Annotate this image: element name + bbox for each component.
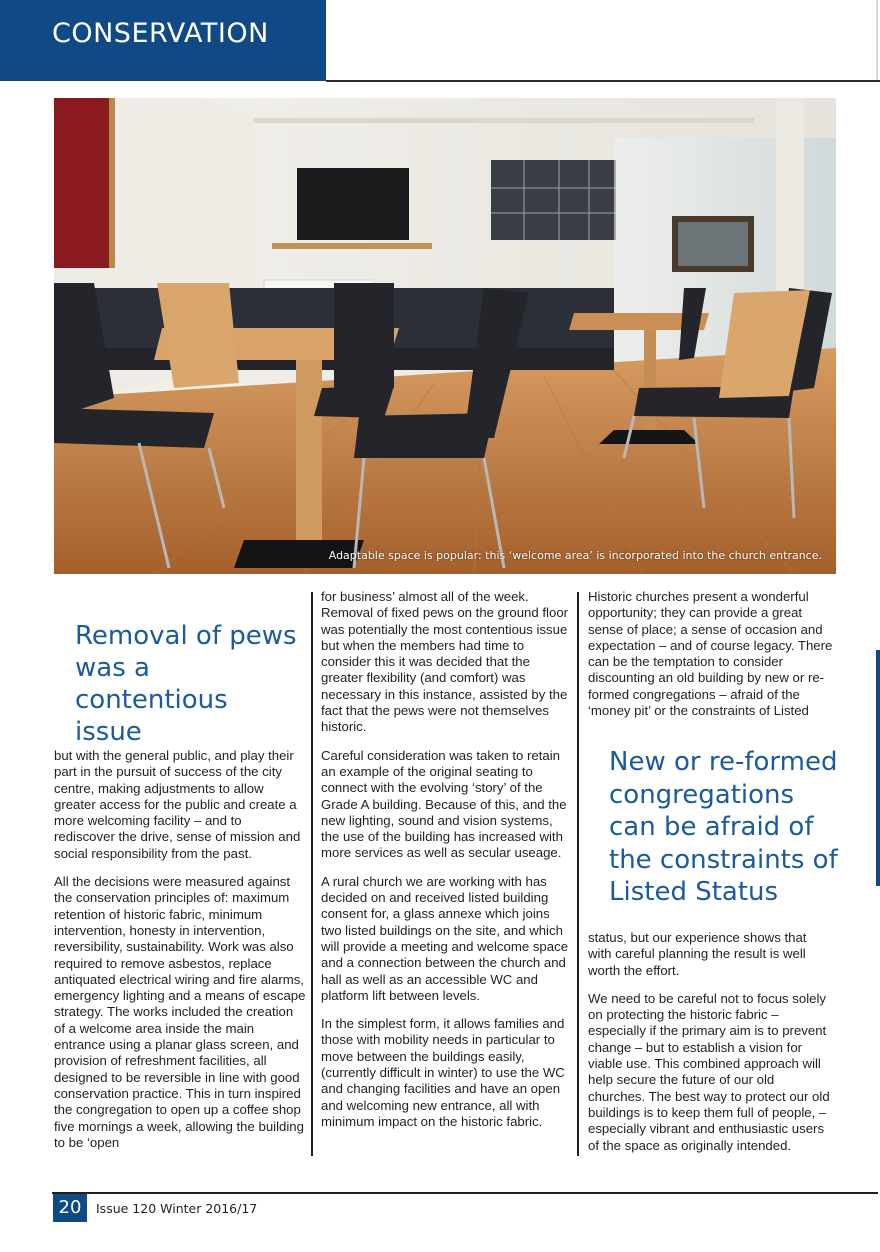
- article-column-middle: [321, 589, 573, 1142]
- footer-rule: [52, 1192, 878, 1194]
- pull-quote-pews: Removal of pews was a contentious issue: [75, 621, 297, 747]
- photo-caption: Adaptable space is popular: this ‘welcome area’ is incorporated into the church entrance.: [328, 549, 822, 562]
- page-number: 20: [53, 1194, 87, 1222]
- welcome-area-illustration: [54, 98, 836, 574]
- column-rule-1: [311, 592, 313, 1156]
- paragraph: Careful consideration was taken to retain an example of the original seating to connect with the evolving ‘story’ of the Grade A building. Because of this, and the new lighting, sound and vision systems, the use of the building has increased with more services as well as secular useage.: [321, 747, 567, 861]
- header-side-rule: [876, 0, 878, 80]
- article-column-right-bottom: [588, 930, 833, 1166]
- article-column-right-top: [588, 589, 833, 731]
- paragraph: We need to be careful not to focus solely on protecting the historic fabric – especially if the primary aim is to prevent change – but to establish a vision for viable use. This combined approach will help secure the future of our old churches. The best way to protect our old buildings is to keep them full of people, – especially vibrant and enthusiastic users of the space as originally intended.: [588, 990, 830, 1153]
- paragraph: status, but our experience shows that with careful planning the result is well worth the effort.: [588, 930, 807, 978]
- paragraph: In the simplest form, it allows families and those with mobility needs in particular to move between the buildings easily, (currently difficult in winter) to use the WC and changing facilities and have an open and welcoming new entrance, all with minimum impact on the historic fabric.: [321, 1016, 565, 1129]
- page-edge-tab: [876, 650, 880, 886]
- paragraph: but with the general public, and play their part in the pursuit of success of the city centre, making adjustments to allow greater access for the public and create a more welcoming facility – and to rediscover the drive, sense of mission and social responsibility from the past.: [54, 748, 301, 861]
- paragraph: All the decisions were measured against the conservation principles of: maximum retention of historic fabric, minimum intervention, honesty in intervention, reversibility, sustainability. Work was also required to remove asbestos, replace antiquated electrical wiring and fire alarms, emergency lighting and a means of escape strategy. The works included the creation of a welcome area inside the main entrance using a planar glass screen, and provision of refreshment facilities, all designed to be reversible in line with good conservation practice. This in turn inspired the congregation to open up a coffee shop five mornings a week, allowing the building to be ‘open: [54, 874, 306, 1150]
- section-title: CONSERVATION: [52, 18, 269, 49]
- header-rule: [326, 80, 880, 82]
- column-rule-2: [577, 592, 579, 1156]
- paragraph: Historic churches present a wonderful opportunity; they can provide a great sense of place; a sense of occasion and expectation – and of course legacy. There can be the temptation to consider discounting an old building by new or re-formed congregations – afraid of the ‘money pit’ or the constraints of Listed: [588, 589, 833, 719]
- pull-quote-congregations: New or re-formed congregations can be afraid of the constraints of Listed Status: [609, 747, 838, 907]
- paragraph: for business’ almost all of the week. Removal of fixed pews on the ground floor was potentially the most contentious issue but when the members had time to consider this it was decided that the greater flexibility (and comfort) was necessary in this instance, assisted by the fact that the pews were not themselves historic.: [321, 589, 569, 735]
- article-column-left: [54, 748, 306, 1163]
- section-header-bar: [0, 0, 326, 81]
- paragraph: A rural church we are working with has decided on and received listed building consent for, a glass annexe which joins two listed buildings on the site, and which will provide a meeting and welcome space and a connection between the church and hall as well as an accessible WC and platform lift between levels.: [321, 873, 569, 1003]
- issue-label: Issue 120 Winter 2016/17: [96, 1201, 258, 1216]
- feature-photo: [54, 98, 836, 574]
